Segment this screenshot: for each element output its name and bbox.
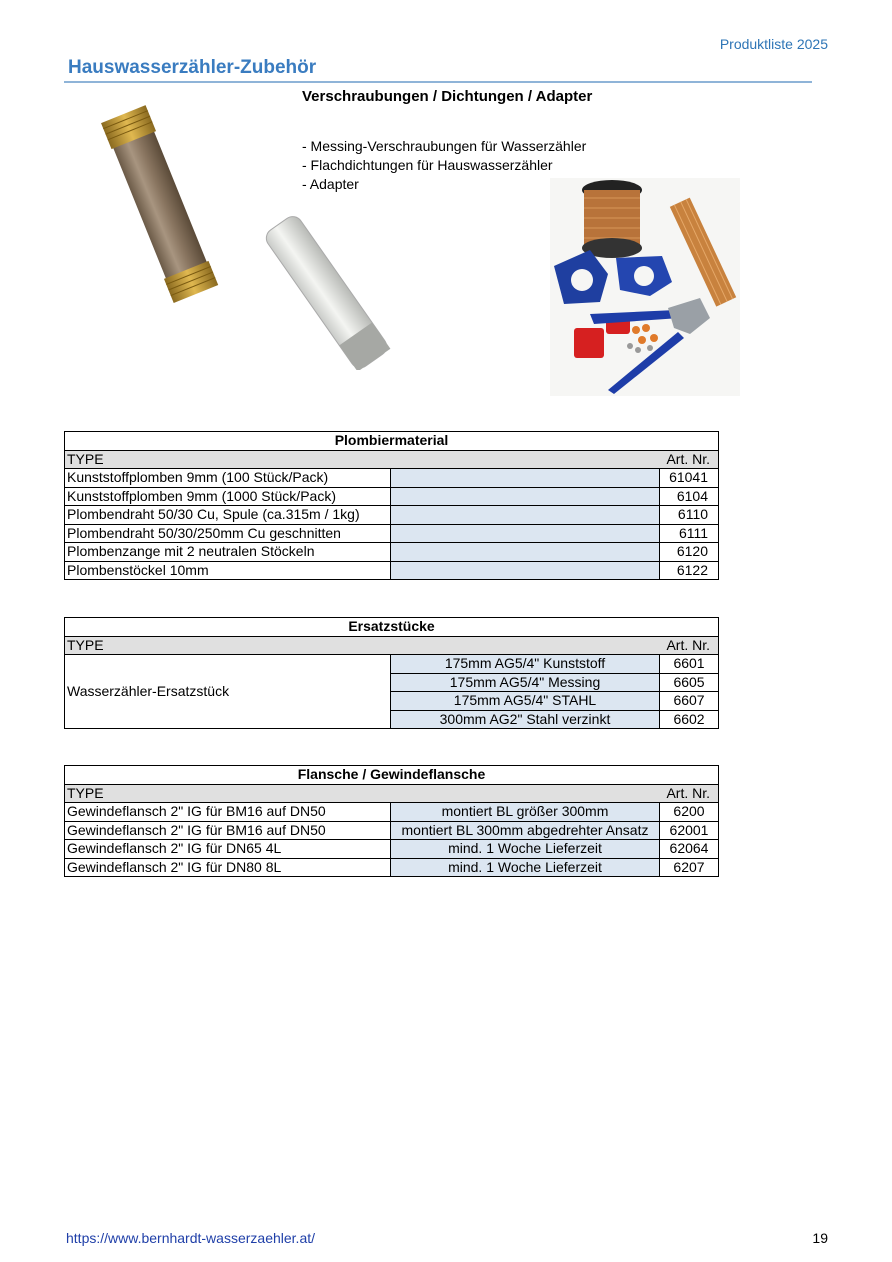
table-row — [65, 543, 719, 562]
row-art: 6207 — [660, 858, 719, 877]
row-desc — [391, 469, 660, 488]
intro-subtitle: Verschraubungen / Dichtungen / Adapter — [302, 88, 593, 105]
row-art: 6605 — [660, 673, 719, 692]
row-art: 6607 — [660, 692, 719, 711]
table-plombiermaterial — [64, 431, 719, 580]
col-type: TYPE — [65, 636, 660, 655]
col-art: Art. Nr. — [660, 636, 719, 655]
row-desc: montiert BL größer 300mm — [391, 803, 660, 822]
table-row — [65, 821, 719, 840]
row-art: 6601 — [660, 655, 719, 674]
row-type: Plombenstöckel 10mm — [65, 561, 391, 580]
bullet-item: - Flachdichtungen für Hauswasserzähler — [302, 157, 553, 173]
row-desc: 175mm AG5/4" STAHL — [391, 692, 660, 711]
row-type: Plombendraht 50/30 Cu, Spule (ca.315m / 1kg) — [65, 506, 391, 525]
row-type: Gewindeflansch 2" IG für DN80 8L — [65, 858, 391, 877]
table-row — [65, 469, 719, 488]
row-type: Plombenzange mit 2 neutralen Stöckeln — [65, 543, 391, 562]
row-art: 62064 — [660, 840, 719, 859]
row-desc: 175mm AG5/4" Kunststoff — [391, 655, 660, 674]
intro-bullets — [302, 137, 586, 194]
row-type: Kunststoffplomben 9mm (100 Stück/Pack) — [65, 469, 391, 488]
plastic-adapter-image — [255, 215, 400, 370]
page-title: Hauswasserzähler-Zubehör — [68, 57, 317, 78]
row-desc: montiert BL 300mm abgedrehter Ansatz — [391, 821, 660, 840]
table-row — [65, 858, 719, 877]
table-title: Ersatzstücke — [65, 618, 719, 637]
bullet-item: - Messing-Verschraubungen für Wasserzähler — [302, 138, 587, 154]
table-row — [65, 561, 719, 580]
website-link[interactable]: https://www.bernhardt-wasserzaehler.at/ — [66, 1230, 316, 1246]
table-row — [65, 840, 719, 859]
table-row — [65, 506, 719, 525]
page-number: 19 — [812, 1230, 828, 1246]
row-type: Plombendraht 50/30/250mm Cu geschnitten — [65, 524, 391, 543]
table-title: Flansche / Gewindeflansche — [65, 766, 719, 785]
row-desc — [391, 561, 660, 580]
row-art: 6111 — [660, 524, 719, 543]
row-type: Gewindeflansch 2" IG für BM16 auf DN50 — [65, 821, 391, 840]
table-row — [65, 655, 719, 674]
bullet-item: - Adapter — [302, 176, 359, 192]
table-row — [65, 803, 719, 822]
row-art: 6200 — [660, 803, 719, 822]
row-type: Kunststoffplomben 9mm (1000 Stück/Pack) — [65, 487, 391, 506]
table-row — [65, 524, 719, 543]
row-art: 6104 — [660, 487, 719, 506]
row-art: 62001 — [660, 821, 719, 840]
row-desc — [391, 487, 660, 506]
col-type: TYPE — [65, 450, 660, 469]
row-desc — [391, 524, 660, 543]
row-desc — [391, 543, 660, 562]
row-art: 6602 — [660, 710, 719, 729]
row-type: Gewindeflansch 2" IG für BM16 auf DN50 — [65, 803, 391, 822]
title-divider — [64, 81, 812, 83]
row-art: 6120 — [660, 543, 719, 562]
row-art: 6122 — [660, 561, 719, 580]
group-label: Wasserzähler-Ersatzstück — [65, 655, 391, 729]
row-desc: mind. 1 Woche Lieferzeit — [391, 858, 660, 877]
col-art: Art. Nr. — [660, 784, 719, 803]
row-type: Gewindeflansch 2" IG für DN65 4L — [65, 840, 391, 859]
col-type: TYPE — [65, 784, 660, 803]
doc-label: Produktliste 2025 — [719, 36, 828, 52]
row-desc: mind. 1 Woche Lieferzeit — [391, 840, 660, 859]
row-desc: 175mm AG5/4" Messing — [391, 673, 660, 692]
row-desc — [391, 506, 660, 525]
col-art: Art. Nr. — [660, 450, 719, 469]
table-title: Plombiermaterial — [65, 432, 719, 451]
brass-pipe-image — [90, 105, 230, 305]
sealing-materials-image — [550, 178, 740, 396]
table-ersatzstuecke — [64, 617, 719, 729]
row-art: 61041 — [660, 469, 719, 488]
row-desc: 300mm AG2" Stahl verzinkt — [391, 710, 660, 729]
row-art: 6110 — [660, 506, 719, 525]
table-row — [65, 487, 719, 506]
table-flansche — [64, 765, 719, 877]
